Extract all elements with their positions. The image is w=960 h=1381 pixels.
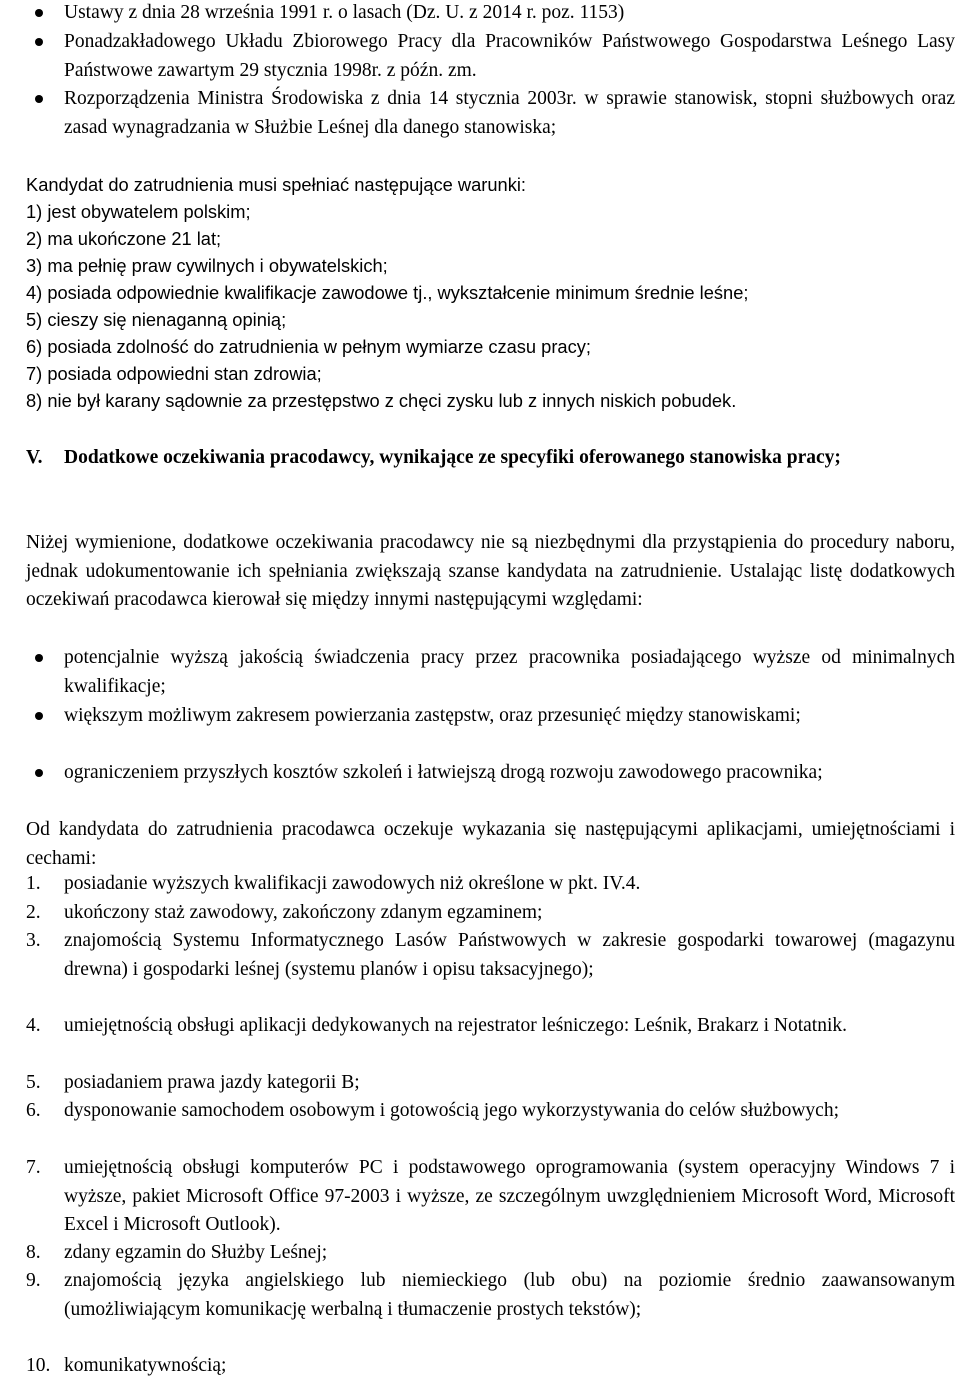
condition-item: 7) posiada odpowiedni stan zdrowia; (26, 363, 322, 384)
item-number: 5. (26, 1072, 41, 1093)
item-number: 4. (26, 1015, 41, 1036)
consideration-item (26, 759, 955, 788)
consideration-text: większym możliwym zakresem powierzania zastępstw, oraz przesunięć między stanowiskami; (64, 705, 801, 726)
item-text: ukończony staż zawodowy, zakończony zdanym egzaminem; (64, 902, 543, 923)
condition-item: 6) posiada zdolność do zatrudnienia w pełnym wymiarze czasu pracy; (26, 336, 591, 357)
condition-item: 1) jest obywatelem polskim; (26, 201, 251, 222)
conditions-intro: Kandydat do zatrudnienia musi spełniać następujące warunki: (26, 174, 526, 195)
consideration-item (26, 702, 955, 731)
expectation-item (26, 1239, 955, 1268)
bullet-icon (35, 9, 43, 17)
item-text: posiadaniem prawa jazdy kategorii B; (64, 1072, 360, 1093)
expectation-item (26, 1352, 955, 1381)
consideration-item (26, 644, 955, 701)
legal-basis-item (26, 0, 955, 28)
consideration-text: ograniczeniem przyszłych kosztów szkoleń i łatwiejszą drogą rozwoju zawodowego pracownika; (64, 762, 823, 783)
item-number: 2. (26, 902, 41, 923)
legal-basis-text: Ponadzakładowego Układu Zbiorowego Pracy dla Pracowników Państwowego Gospodarstwa Leśnego Lasy Państwowe zawartym 29 stycznia 1998r. z późn. zm. (64, 31, 955, 81)
bullet-icon (35, 95, 43, 103)
expectation-item (26, 1267, 955, 1324)
bullet-icon (35, 38, 43, 46)
item-text: znajomością Systemu Informatycznego Lasów Państwowych w zakresie gospodarki towarowej (magazynu drewna) i gospodarki leśnej (systemu planów i opisu taksacyjnego); (64, 930, 955, 980)
expectation-item (26, 1154, 955, 1240)
expectation-item (26, 927, 955, 984)
section-title: Dodatkowe oczekiwania pracodawcy, wynikające ze specyfiki oferowanego stanowiska pracy; (64, 447, 841, 468)
expectations-intro: Od kandydata do zatrudnienia pracodawca oczekuje wykazania się następującymi aplikacjami, umiejętnościami i cechami: (26, 819, 955, 869)
section-intro-paragraph: Niżej wymienione, dodatkowe oczekiwania pracodawcy nie są niezbędnymi dla przystąpienia do procedury naboru, jednak udokumentowanie ich spełniania zwiększają szanse kandydata na zatrudnienie. Ustalając listę dodatkowych oczekiwań pracodawca kierował się między innymi następującymi względami: (26, 532, 955, 611)
condition-item: 8) nie był karany sądownie za przestępstwo z chęci zysku lub z innych niskich pobudek. (26, 390, 737, 411)
item-number: 1. (26, 873, 41, 894)
bullet-icon (35, 712, 43, 720)
condition-item: 2) ma ukończone 21 lat; (26, 228, 222, 249)
consideration-text: potencjalnie wyższą jakością świadczenia pracy przez pracownika posiadającego wyższe od minimalnych kwalifikacje; (64, 647, 955, 697)
item-number: 9. (26, 1270, 41, 1291)
bullet-icon (35, 769, 43, 777)
condition-item: 4) posiada odpowiednie kwalifikacje zawodowe tj., wykształcenie minimum średnie leśne; (26, 282, 749, 303)
section-number: V. (26, 447, 43, 468)
legal-basis-text: Rozporządzenia Ministra Środowiska z dnia 14 stycznia 2003r. w sprawie stanowisk, stopni służbowych oraz zasad wynagradzania w Służbie Leśnej dla danego stanowiska; (64, 88, 955, 138)
section-heading (26, 444, 955, 473)
item-text: komunikatywnością; (64, 1355, 227, 1376)
item-number: 8. (26, 1242, 41, 1263)
item-number: 7. (26, 1157, 41, 1178)
expectation-item (26, 1069, 955, 1098)
expectation-item (26, 870, 955, 899)
item-number: 10. (26, 1355, 51, 1376)
item-text: znajomością języka angielskiego lub niemieckiego (lub obu) na poziomie średnio zaawansowanym (umożliwiającym komunikację werbalną i tłumaczenie prostych tekstów); (64, 1270, 955, 1320)
expectation-item (26, 899, 955, 928)
expectation-item (26, 1012, 955, 1041)
item-number: 6. (26, 1100, 41, 1121)
legal-basis-item (26, 85, 955, 142)
condition-item: 3) ma pełnię praw cywilnych i obywatelskich; (26, 255, 388, 276)
item-text: umiejętnością obsługi aplikacji dedykowanych na rejestrator leśniczego: Leśnik, Brakarz i Notatnik. (64, 1015, 847, 1036)
item-number: 3. (26, 930, 41, 951)
legal-basis-text: Ustawy z dnia 28 września 1991 r. o lasach (Dz. U. z 2014 r. poz. 1153) (64, 2, 625, 23)
item-text: posiadanie wyższych kwalifikacji zawodowych niż określone w pkt. IV.4. (64, 873, 641, 894)
legal-basis-item (26, 28, 955, 85)
item-text: dysponowanie samochodem osobowym i gotowością jego wykorzystywania do celów służbowych; (64, 1100, 839, 1121)
expectation-item (26, 1097, 955, 1126)
item-text: umiejętnością obsługi komputerów PC i podstawowego oprogramowania (system operacyjny Windows 7 i wyższe, pakiet Microsoft Office 97-2003 i wyższe, ze szczególnym uwzględnieniem Microsoft Word, Microsoft Excel i Microsoft Outlook). (64, 1157, 955, 1236)
bullet-icon (35, 654, 43, 662)
item-text: zdany egzamin do Służby Leśnej; (64, 1242, 328, 1263)
condition-item: 5) cieszy się nienaganną opinią; (26, 309, 287, 330)
